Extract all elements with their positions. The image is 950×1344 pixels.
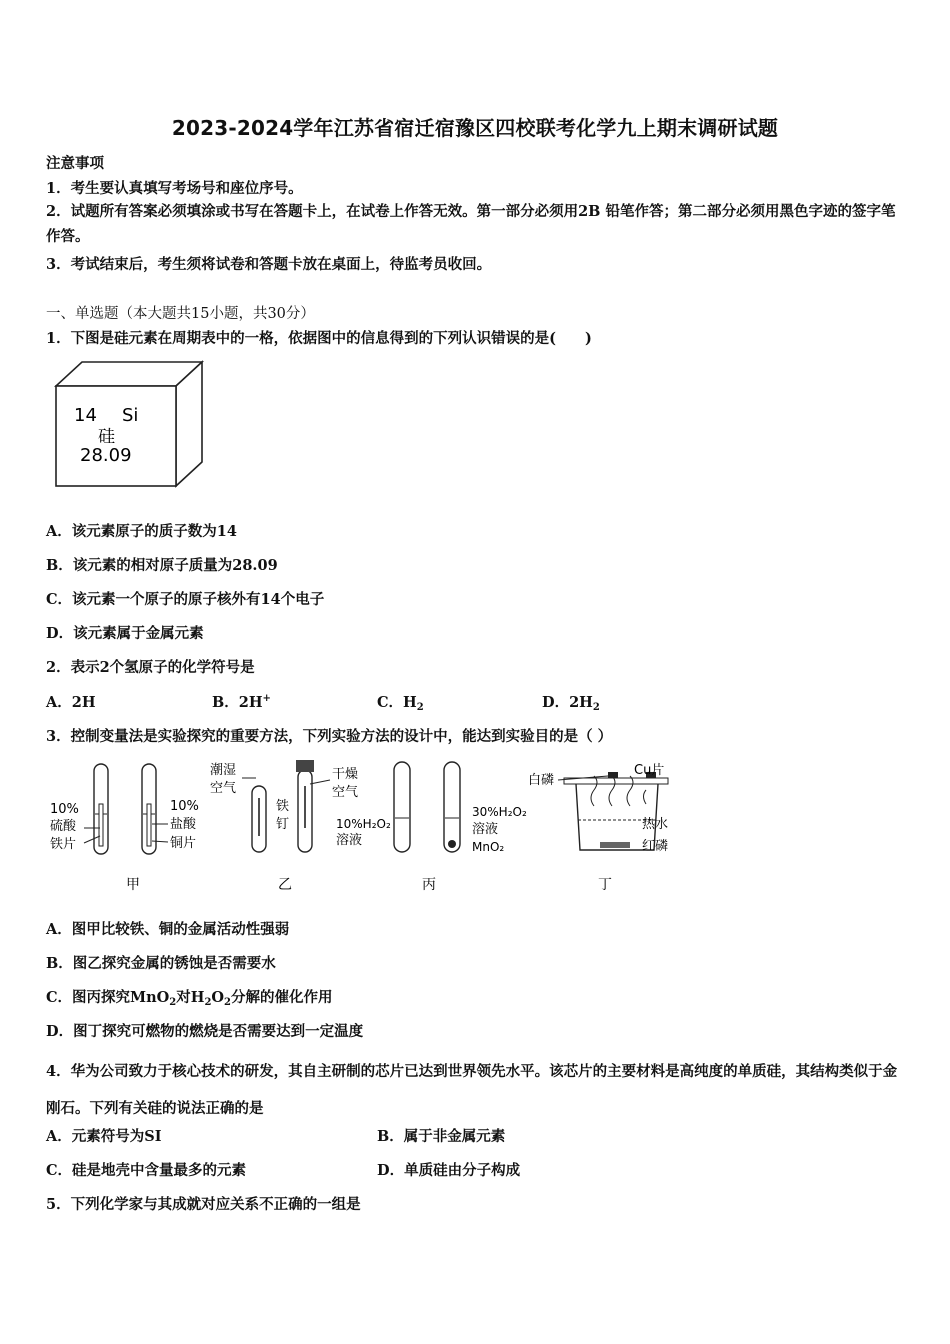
svg-text:10%H₂O₂: 10%H₂O₂	[336, 817, 391, 831]
q2-option-c: C．$H_2$	[377, 694, 424, 713]
q2-option-a: A．2H	[46, 694, 96, 711]
svg-text:铁: 铁	[276, 799, 290, 814]
svg-text:红磷: 红磷	[642, 839, 669, 854]
svg-text:空气: 空气	[332, 785, 359, 800]
svg-text:MnO₂: MnO₂	[472, 840, 505, 854]
q1-option-c: C．该元素一个原子的原子核外有14个电子	[46, 591, 325, 608]
svg-text:白磷: 白磷	[528, 773, 555, 788]
notice-heading: 注意事项	[46, 155, 104, 172]
q2-option-d: D．$2H_2$	[542, 694, 600, 713]
element-symbol: Si	[122, 405, 139, 426]
svg-text:潮湿: 潮湿	[210, 763, 237, 778]
notice-item-2: 2．试题所有答案必须填涂或书写在答题卡上，在试卷上作答无效。第一部分必须用2B 铅笔作答；第二部分必须用黑色字迹的签字笔作答。	[46, 203, 896, 245]
element-cell-figure	[52, 360, 212, 490]
q1-option-a: A．该元素原子的质子数为14	[46, 523, 237, 540]
svg-text:30%H₂O₂: 30%H₂O₂	[472, 805, 527, 819]
notice-item-3: 3．考试结束后，考生须将试卷和答题卡放在桌面上，待监考员收回。	[46, 256, 492, 273]
question-1-stem: 1．下图是硅元素在周期表中的一格，依据图中的信息得到的下列认识错误的是( )	[46, 330, 592, 347]
element-number: 14	[74, 405, 97, 426]
svg-text:铁片: 铁片	[50, 837, 77, 852]
svg-text:钉: 钉	[276, 817, 290, 832]
question-2-stem: 2．表示2个氢原子的化学符号是	[46, 659, 255, 676]
svg-text:盐酸: 盐酸	[170, 817, 197, 832]
q4-option-a: A．元素符号为SI	[46, 1128, 162, 1145]
q3-option-b: B．图乙探究金属的锈蚀是否需要水	[46, 955, 276, 972]
svg-text:甲: 甲	[126, 877, 140, 893]
svg-text:溶液: 溶液	[336, 833, 363, 848]
svg-text:空气: 空气	[210, 781, 237, 796]
q4-option-b: B．属于非金属元素	[377, 1128, 506, 1145]
experiment-figure	[46, 756, 696, 898]
svg-text:丁: 丁	[598, 877, 612, 893]
question-3-stem: 3．控制变量法是实验探究的重要方法，下列实验方法的设计中，能达到实验目的是（ ）	[46, 728, 613, 745]
element-mass: 28.09	[80, 445, 132, 466]
experiment-ding	[528, 762, 668, 893]
q2-option-b: B．2H+	[212, 693, 271, 711]
svg-text:铜片: 铜片	[170, 836, 197, 851]
svg-text:丙: 丙	[422, 877, 436, 893]
section-heading: 一、单选题（本大题共15小题，共30分）	[46, 306, 315, 322]
svg-text:10%: 10%	[170, 799, 199, 814]
svg-text:溶液: 溶液	[472, 822, 499, 837]
svg-text:乙: 乙	[278, 877, 292, 893]
experiment-bing	[336, 762, 527, 893]
experiment-jia	[50, 764, 199, 893]
q3-option-d: D．图丁探究可燃物的燃烧是否需要达到一定温度	[46, 1023, 364, 1040]
page-title: 2023-2024学年江苏省宿迁宿豫区四校联考化学九上期末调研试题	[171, 116, 779, 140]
q1-option-b: B．该元素的相对原子质量为28.09	[46, 557, 278, 574]
q4-option-c: C．硅是地壳中含量最多的元素	[46, 1162, 247, 1179]
notice-item-1: 1．考生要认真填写考场号和座位序号。	[46, 180, 303, 197]
svg-text:热水: 热水	[642, 817, 669, 832]
svg-text:Cu片: Cu片	[634, 763, 665, 778]
q3-option-a: A．图甲比较铁、铜的金属活动性强弱	[46, 921, 290, 938]
svg-text:干燥: 干燥	[332, 767, 359, 782]
element-name: 硅	[98, 427, 115, 447]
svg-text:硫酸: 硫酸	[50, 819, 77, 834]
svg-text:10%: 10%	[50, 802, 79, 817]
q4-option-d: D．单质硅由分子构成	[377, 1162, 521, 1179]
q3-option-c: C．图丙探究MnO$_2$对$H_2O_2$分解的催化作用	[46, 989, 333, 1008]
question-4-stem: 4．华为公司致力于核心技术的研发，其自主研制的芯片已达到世界领先水平。该芯片的主要材料是高纯度的单质硅，其结构类似于金刚石。下列有关硅的说法正确的是	[46, 1063, 898, 1117]
q1-option-d: D．该元素属于金属元素	[46, 625, 204, 642]
question-5-stem: 5．下列化学家与其成就对应关系不正确的一组是	[46, 1196, 361, 1213]
